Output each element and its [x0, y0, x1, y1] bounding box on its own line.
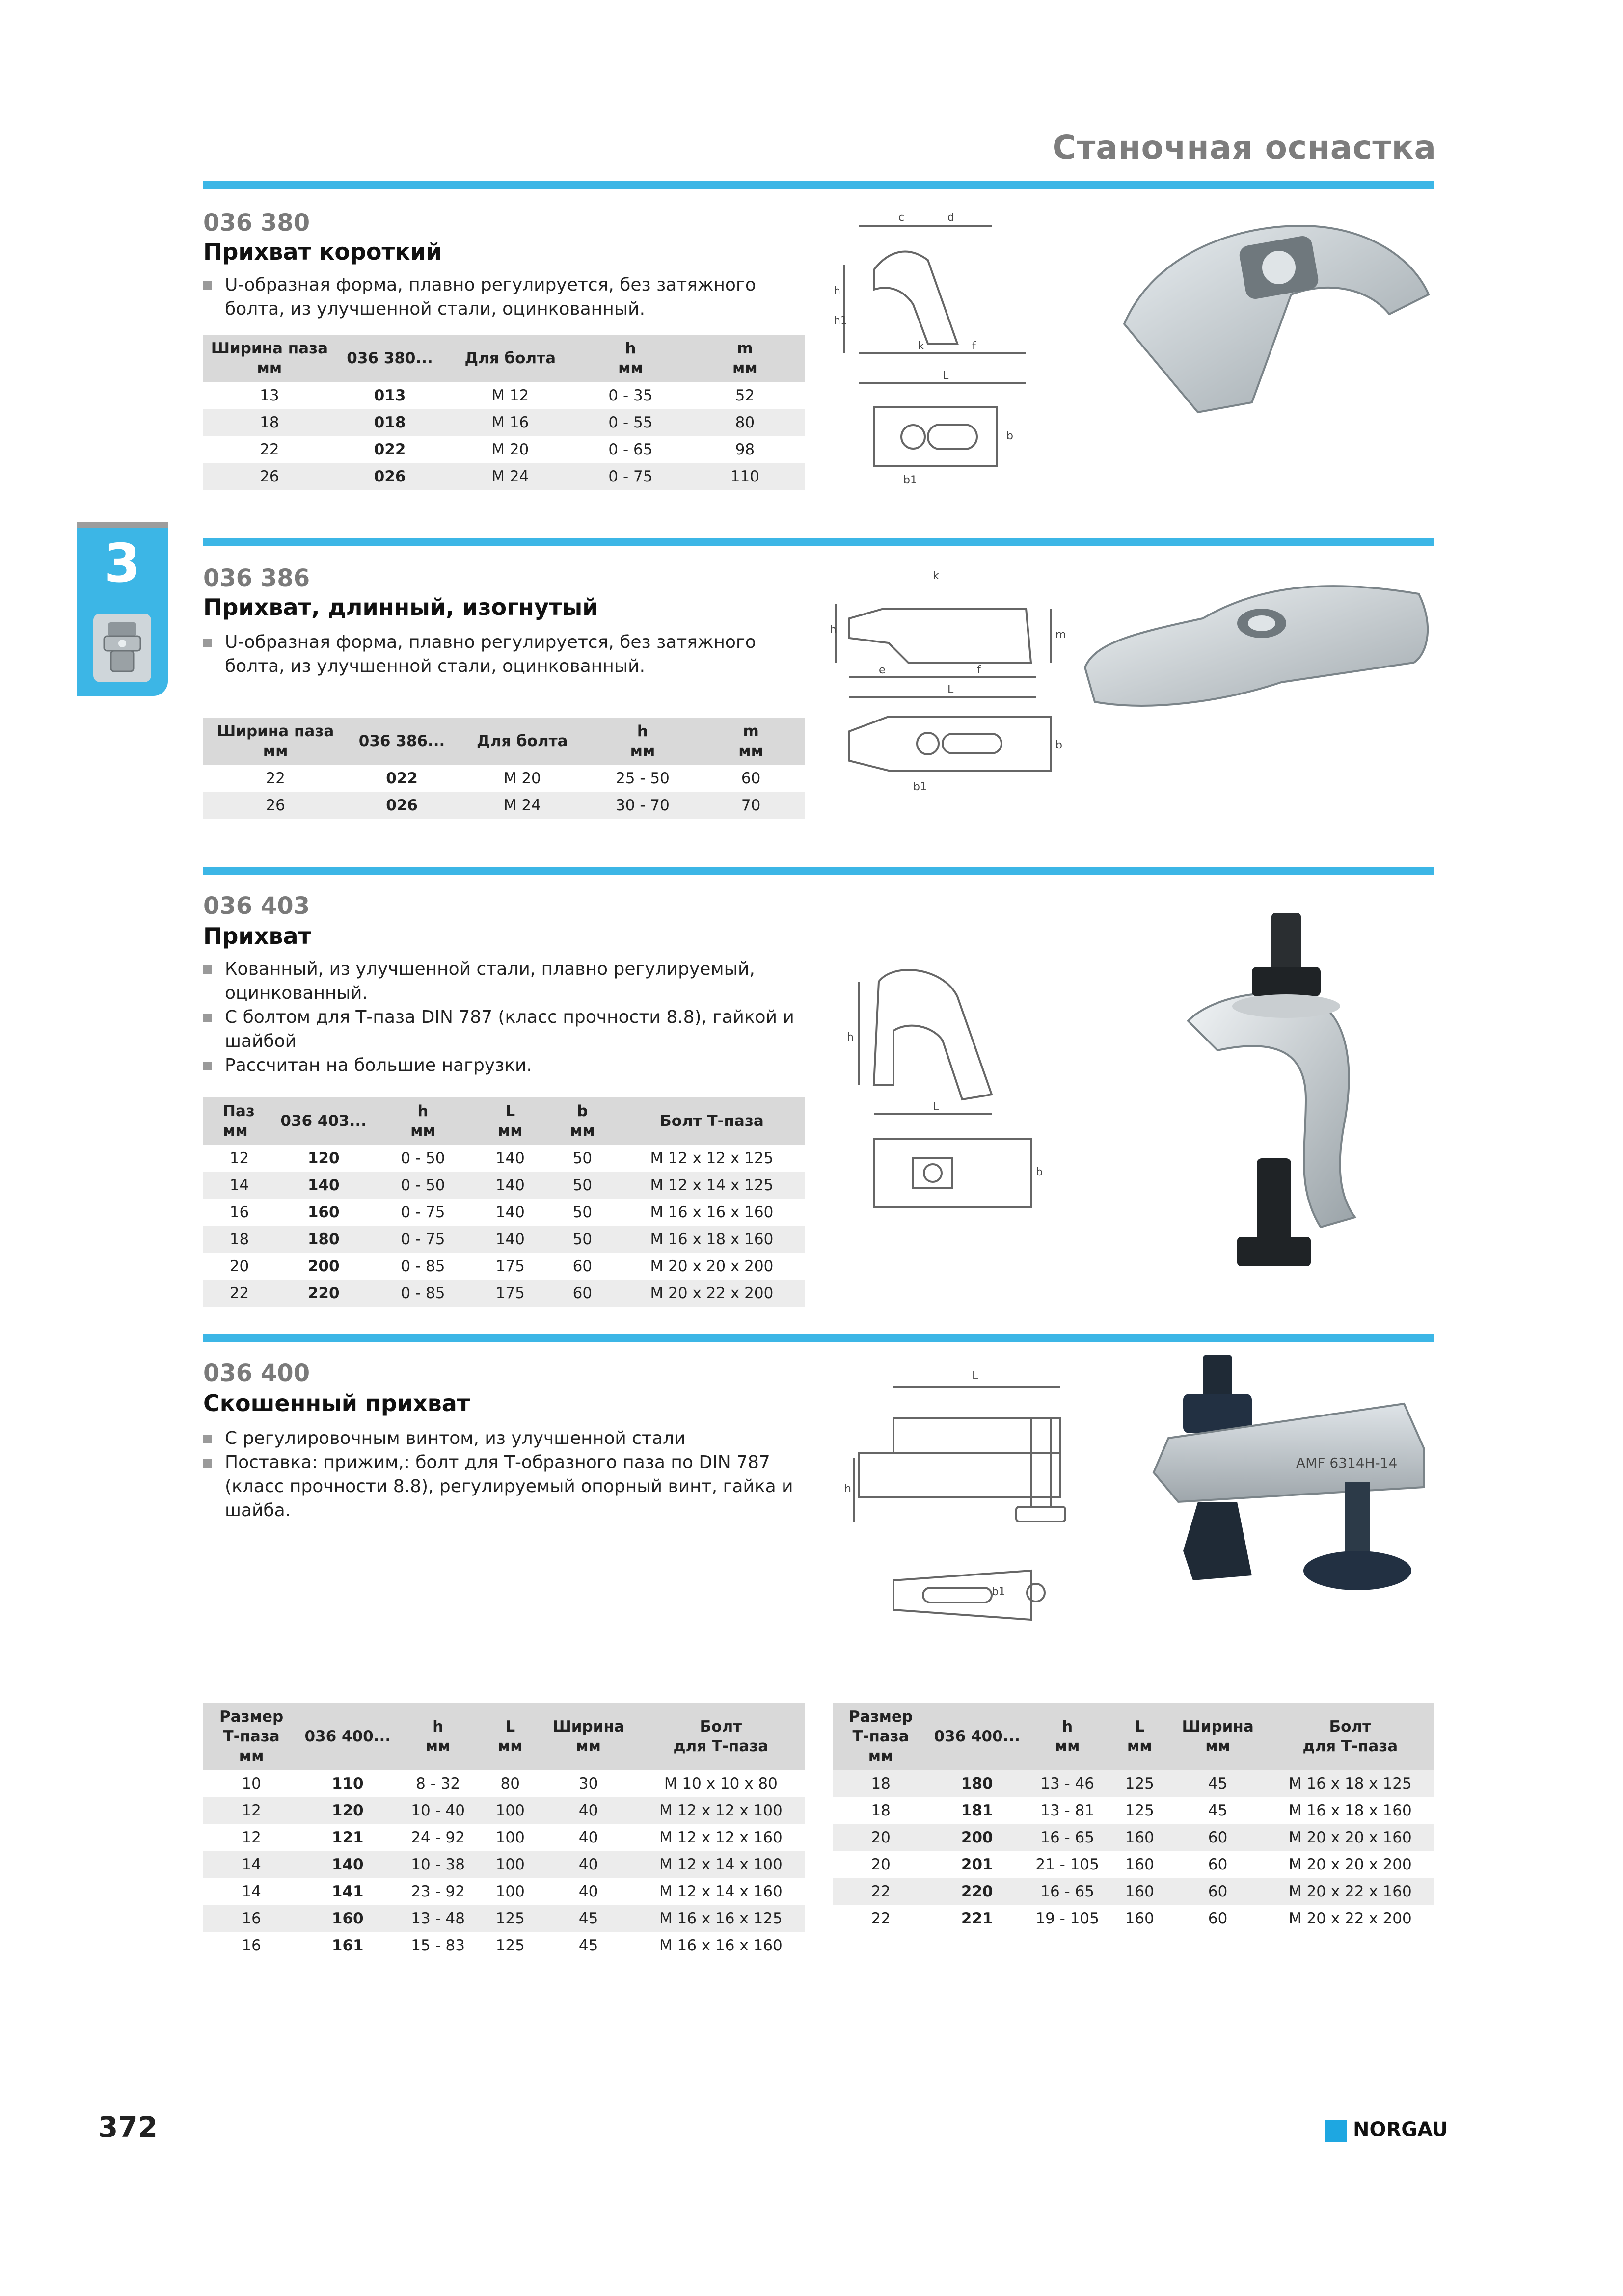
table-row: [203, 1253, 805, 1280]
table-row: [203, 1878, 805, 1905]
cell: 0 - 65: [608, 440, 653, 458]
dim-label: L: [972, 1370, 978, 1382]
cell: 24 - 92: [411, 1828, 465, 1846]
cell: 21 - 105: [1035, 1855, 1099, 1873]
cell: 16: [203, 1905, 299, 1932]
cell: 18: [203, 1226, 275, 1253]
cell: 013: [374, 386, 406, 404]
cell: M 20 x 20 x 200: [1288, 1855, 1412, 1873]
cell: 13 - 81: [1040, 1801, 1095, 1819]
col-header: m мм: [685, 335, 805, 382]
cell: 160: [1125, 1855, 1154, 1873]
cell: 110: [685, 463, 805, 490]
cell: 0 - 50: [372, 1172, 474, 1199]
bullet-item: U-образная форма, плавно регулируется, без затяжного болта, из улучшенной стали, оцинкованный.: [203, 630, 792, 678]
cell: 110: [331, 1774, 364, 1792]
cell: 40: [541, 1797, 637, 1824]
section-4-code: 036 400: [203, 1360, 310, 1387]
cell: 200: [929, 1824, 1025, 1851]
cell: 160: [307, 1203, 340, 1221]
table-row: [203, 1145, 805, 1172]
table-row: [203, 1797, 805, 1824]
chapter-tab-bar: [77, 522, 168, 528]
cell: 8 - 32: [416, 1774, 460, 1792]
dim-label: L: [947, 684, 954, 696]
cell: M 20: [491, 440, 529, 458]
cell: 10 - 38: [396, 1851, 480, 1878]
cell: 20: [871, 1855, 891, 1873]
cell: 98: [735, 440, 755, 458]
section-1-title: Прихват короткий: [203, 239, 442, 265]
cell: 70: [697, 792, 805, 819]
cell: 80: [500, 1774, 520, 1792]
bullet-item: Кованный, из улучшенной стали, плавно регулируемый, оцинкованный.: [203, 957, 832, 1005]
cell: 14: [203, 1851, 299, 1878]
bullet-item: Рассчитан на большие нагрузки.: [203, 1053, 832, 1077]
cell: 140: [474, 1226, 546, 1253]
col-header: 036 380...: [336, 335, 444, 382]
clamp-icon: [93, 614, 151, 682]
col-header: m мм: [697, 718, 805, 765]
cell: 180: [929, 1770, 1025, 1797]
cell: 140: [474, 1172, 546, 1199]
section-3-table: [203, 1097, 805, 1307]
cell: 60: [1170, 1824, 1266, 1851]
cell: 10: [242, 1774, 261, 1792]
cell: 0 - 50: [401, 1149, 445, 1167]
section-3-technical-drawing: [844, 952, 1051, 1227]
dim-label: k: [918, 340, 924, 352]
dim-label: m: [1055, 629, 1066, 641]
section-1-table: [203, 335, 805, 490]
cell: 100: [480, 1797, 541, 1824]
cell: M 16 x 18 x 125: [1266, 1770, 1434, 1797]
col-header: Ширина мм: [1170, 1703, 1266, 1770]
table-row: [833, 1851, 1434, 1878]
table-row: [203, 1280, 805, 1307]
col-header: Паз мм: [203, 1097, 275, 1145]
section-3-product-photo: [1159, 893, 1424, 1276]
table-row: [203, 463, 805, 490]
cell: M 16 x 16 x 160: [650, 1203, 774, 1221]
col-header: L мм: [1109, 1703, 1170, 1770]
cell: 16: [242, 1936, 261, 1954]
table-row: [203, 1770, 805, 1797]
cell: 60: [1170, 1878, 1266, 1905]
cell: 100: [495, 1828, 525, 1846]
cell: 16 - 65: [1025, 1878, 1109, 1905]
cell: 22: [203, 1280, 275, 1307]
cell: 30: [578, 1774, 598, 1792]
col-header: Размер Т-паза мм: [833, 1703, 929, 1770]
table-row: [833, 1824, 1434, 1851]
cell: 160: [1125, 1909, 1154, 1927]
dim-label: b: [1055, 739, 1062, 751]
table-row: [833, 1878, 1434, 1905]
cell: 50: [572, 1149, 593, 1167]
cell: M 20 x 22 x 200: [619, 1280, 805, 1307]
cell: 181: [961, 1801, 993, 1819]
dim-label: h: [844, 1483, 851, 1495]
cell: M 12: [491, 386, 529, 404]
cell: 23 - 92: [411, 1882, 465, 1900]
cell: 10 - 40: [396, 1797, 480, 1824]
col-header: Размер Т-паза мм: [203, 1703, 299, 1770]
brand-logo-icon: [1325, 2120, 1347, 2142]
cell: 141: [331, 1882, 364, 1900]
table-row: [203, 1932, 805, 1959]
brand-name: NORGAU: [1353, 2118, 1448, 2141]
cell: 30 - 70: [589, 792, 697, 819]
cell: 018: [336, 409, 444, 436]
section-4-table-right: [833, 1703, 1434, 1932]
cell: 12: [242, 1828, 261, 1846]
cell: 19 - 105: [1035, 1909, 1099, 1927]
table-row: [203, 1172, 805, 1199]
section-1-technical-drawing: [830, 196, 1055, 501]
table-row: [203, 792, 805, 819]
section-4-title: Скошенный прихват: [203, 1390, 470, 1416]
cell: 13: [260, 386, 279, 404]
cell: 0 - 85: [401, 1257, 445, 1275]
cell: 140: [299, 1851, 396, 1878]
cell: M 20 x 22 x 200: [1288, 1909, 1412, 1927]
cell: 221: [961, 1909, 993, 1927]
cell: 60: [1208, 1909, 1228, 1927]
cell: M 16 x 18 x 160: [619, 1226, 805, 1253]
cell: 022: [386, 769, 418, 787]
cell: M 16 x 16 x 125: [637, 1905, 805, 1932]
cell: M 12 x 12 x 100: [637, 1797, 805, 1824]
cell: 40: [578, 1882, 598, 1900]
table-row: [203, 409, 805, 436]
cell: 13 - 48: [396, 1905, 480, 1932]
section-2-title: Прихват, длинный, изогнутый: [203, 594, 598, 620]
header-rule: [203, 181, 1434, 189]
cell: 26: [203, 463, 336, 490]
table-row: [203, 1226, 805, 1253]
cell: 60: [572, 1257, 593, 1275]
cell: 18: [833, 1770, 929, 1797]
table-row: [203, 1851, 805, 1878]
cell: 160: [299, 1905, 396, 1932]
section-4-technical-drawing: [844, 1364, 1090, 1639]
table-row: [203, 1824, 805, 1851]
cell: M 10 x 10 x 80: [664, 1774, 778, 1792]
col-header: Для болта: [456, 718, 589, 765]
cell: 026: [336, 463, 444, 490]
bullet-item: U-образная форма, плавно регулируется, без затяжного болта, из улучшенной стали, оцинкованный.: [203, 273, 817, 321]
cell: 125: [495, 1936, 525, 1954]
cell: 22: [266, 769, 285, 787]
col-header: h мм: [396, 1703, 480, 1770]
cell: 20: [229, 1257, 249, 1275]
col-header: Болт для Т-паза: [1266, 1703, 1434, 1770]
dim-label: b: [1036, 1166, 1043, 1178]
cell: 022: [374, 440, 406, 458]
col-header: Ширина паза мм: [203, 335, 336, 382]
dim-label: h: [847, 1031, 854, 1043]
cell: 45: [1208, 1801, 1228, 1819]
cell: M 12 x 12 x 125: [650, 1149, 774, 1167]
cell: 0 - 75: [372, 1226, 474, 1253]
cell: M 24: [444, 463, 576, 490]
cell: M 16 x 18 x 160: [1288, 1801, 1412, 1819]
cell: 180: [275, 1226, 372, 1253]
cell: 45: [541, 1905, 637, 1932]
table-row: [203, 382, 805, 409]
cell: 22: [833, 1878, 929, 1905]
cell: M 20 x 20 x 160: [1266, 1824, 1434, 1851]
cell: 14: [242, 1882, 261, 1900]
cell: 50: [572, 1203, 593, 1221]
cell: 0 - 55: [576, 409, 685, 436]
cell: M 20 x 22 x 160: [1266, 1878, 1434, 1905]
cell: 22: [260, 440, 279, 458]
cell: M 24: [456, 792, 589, 819]
section-2-bullets: [203, 630, 792, 678]
col-header: 036 403...: [275, 1097, 372, 1145]
cell: 120: [307, 1149, 340, 1167]
cell: 60: [741, 769, 761, 787]
cell: M 12 x 14 x 160: [659, 1882, 783, 1900]
dim-label: b1: [992, 1586, 1005, 1598]
dim-label: d: [947, 212, 954, 224]
section-1-bullets: [203, 273, 817, 321]
section-3-title: Прихват: [203, 923, 312, 949]
cell: 16: [229, 1203, 249, 1221]
bullet-item: Поставка: прижим,: болт для Т-образного паза по DIN 787 (класс прочности 8.8), регулируемый опорный винт, гайка и шайба.: [203, 1450, 812, 1522]
cell: 0 - 35: [608, 386, 653, 404]
dim-label: b1: [903, 474, 917, 486]
cell: M 20: [503, 769, 541, 787]
section-4-bullets: [203, 1426, 812, 1522]
chapter-number: 3: [104, 533, 141, 594]
dim-label: c: [898, 212, 905, 224]
cell: 140: [495, 1149, 525, 1167]
cell: 45: [578, 1936, 598, 1954]
col-header: h мм: [372, 1097, 474, 1145]
dim-label: h: [830, 624, 837, 636]
cell: 140: [275, 1172, 372, 1199]
table-row: [203, 1905, 805, 1932]
table-row: [833, 1797, 1434, 1824]
cell: 16 - 65: [1025, 1824, 1109, 1851]
col-header: 036 400...: [299, 1703, 396, 1770]
col-header: Болт для Т-паза: [637, 1703, 805, 1770]
dim-label: h: [834, 285, 840, 297]
cell: 125: [480, 1905, 541, 1932]
section-1-code: 036 380: [203, 209, 310, 237]
section-rule: [203, 1334, 1434, 1342]
cell: M 12 x 14 x 125: [619, 1172, 805, 1199]
cell: 026: [348, 792, 456, 819]
dim-label: f: [977, 664, 981, 676]
product-marking: AMF 6314H-14: [1296, 1455, 1398, 1471]
cell: 12: [203, 1797, 299, 1824]
cell: 160: [1109, 1824, 1170, 1851]
dim-label: b: [1006, 430, 1013, 442]
cell: 40: [541, 1851, 637, 1878]
section-4-table-left: [203, 1703, 805, 1959]
col-header: 036 400...: [929, 1703, 1025, 1770]
cell: 52: [735, 386, 755, 404]
dim-label: h1: [834, 315, 847, 327]
section-2-product-photo: [1075, 555, 1438, 731]
cell: 20: [833, 1824, 929, 1851]
cell: 100: [495, 1882, 525, 1900]
cell: 18: [203, 409, 336, 436]
page-header-title: Станочная оснастка: [1052, 129, 1436, 166]
table-row: [203, 765, 805, 792]
cell: 60: [546, 1280, 619, 1307]
cell: 22: [871, 1909, 891, 1927]
col-header: Ширина паза мм: [203, 718, 348, 765]
col-header: h мм: [1025, 1703, 1109, 1770]
cell: 50: [546, 1226, 619, 1253]
cell: 125: [1125, 1801, 1154, 1819]
section-2-code: 036 386: [203, 564, 310, 592]
col-header: Для болта: [444, 335, 576, 382]
col-header: h мм: [576, 335, 685, 382]
section-1-product-photo: [1095, 196, 1438, 427]
cell: 12: [229, 1149, 249, 1167]
cell: 45: [1170, 1770, 1266, 1797]
cell: 125: [1109, 1770, 1170, 1797]
cell: 13 - 46: [1025, 1770, 1109, 1797]
cell: 201: [961, 1855, 993, 1873]
dim-label: L: [943, 370, 949, 382]
cell: 200: [307, 1257, 340, 1275]
col-header: Ширина мм: [541, 1703, 637, 1770]
dim-label: L: [933, 1101, 939, 1113]
bullet-item: С болтом для Т-паза DIN 787 (класс прочности 8.8), гайкой и шайбой: [203, 1005, 832, 1053]
cell: 161: [331, 1936, 364, 1954]
cell: M 16: [444, 409, 576, 436]
col-header: 036 386...: [348, 718, 456, 765]
cell: 14: [203, 1172, 275, 1199]
bullet-item: С регулировочным винтом, из улучшенной стали: [203, 1426, 812, 1450]
section-rule: [203, 867, 1434, 875]
dim-label: b1: [913, 781, 927, 793]
col-header: Болт Т-паза: [619, 1097, 805, 1145]
cell: 0 - 75: [401, 1203, 445, 1221]
section-2-technical-drawing: [830, 564, 1065, 815]
section-3-bullets: [203, 957, 832, 1077]
section-2-table: [203, 718, 805, 819]
col-header: h мм: [589, 718, 697, 765]
cell: 18: [871, 1801, 891, 1819]
section-3-code: 036 403: [203, 892, 310, 920]
section-4-product-photo: [1139, 1345, 1443, 1620]
cell: 0 - 85: [372, 1280, 474, 1307]
cell: 40: [578, 1828, 598, 1846]
table-row: [833, 1770, 1434, 1797]
section-rule: [203, 538, 1434, 546]
dim-label: e: [879, 664, 886, 676]
cell: 175: [474, 1280, 546, 1307]
cell: M 20 x 20 x 200: [650, 1257, 774, 1275]
cell: 220: [929, 1878, 1025, 1905]
cell: 25 - 50: [616, 769, 670, 787]
cell: 80: [685, 409, 805, 436]
table-row: [203, 1199, 805, 1226]
cell: 220: [275, 1280, 372, 1307]
cell: 100: [480, 1851, 541, 1878]
cell: 50: [546, 1172, 619, 1199]
cell: 175: [495, 1257, 525, 1275]
cell: 160: [1109, 1878, 1170, 1905]
cell: 0 - 75: [576, 463, 685, 490]
cell: M 12 x 12 x 160: [659, 1828, 783, 1846]
cell: 15 - 83: [411, 1936, 465, 1954]
cell: 60: [1208, 1855, 1228, 1873]
col-header: L мм: [474, 1097, 546, 1145]
cell: 26: [203, 792, 348, 819]
table-row: [833, 1905, 1434, 1932]
cell: 140: [495, 1203, 525, 1221]
cell: M 16 x 16 x 160: [659, 1936, 783, 1954]
cell: 121: [331, 1828, 364, 1846]
col-header: L мм: [480, 1703, 541, 1770]
page-number: 372: [98, 2110, 158, 2144]
dim-label: k: [933, 570, 939, 582]
table-row: [203, 436, 805, 463]
dim-label: f: [972, 340, 976, 352]
cell: M 12 x 14 x 100: [637, 1851, 805, 1878]
cell: 120: [299, 1797, 396, 1824]
col-header: b мм: [546, 1097, 619, 1145]
